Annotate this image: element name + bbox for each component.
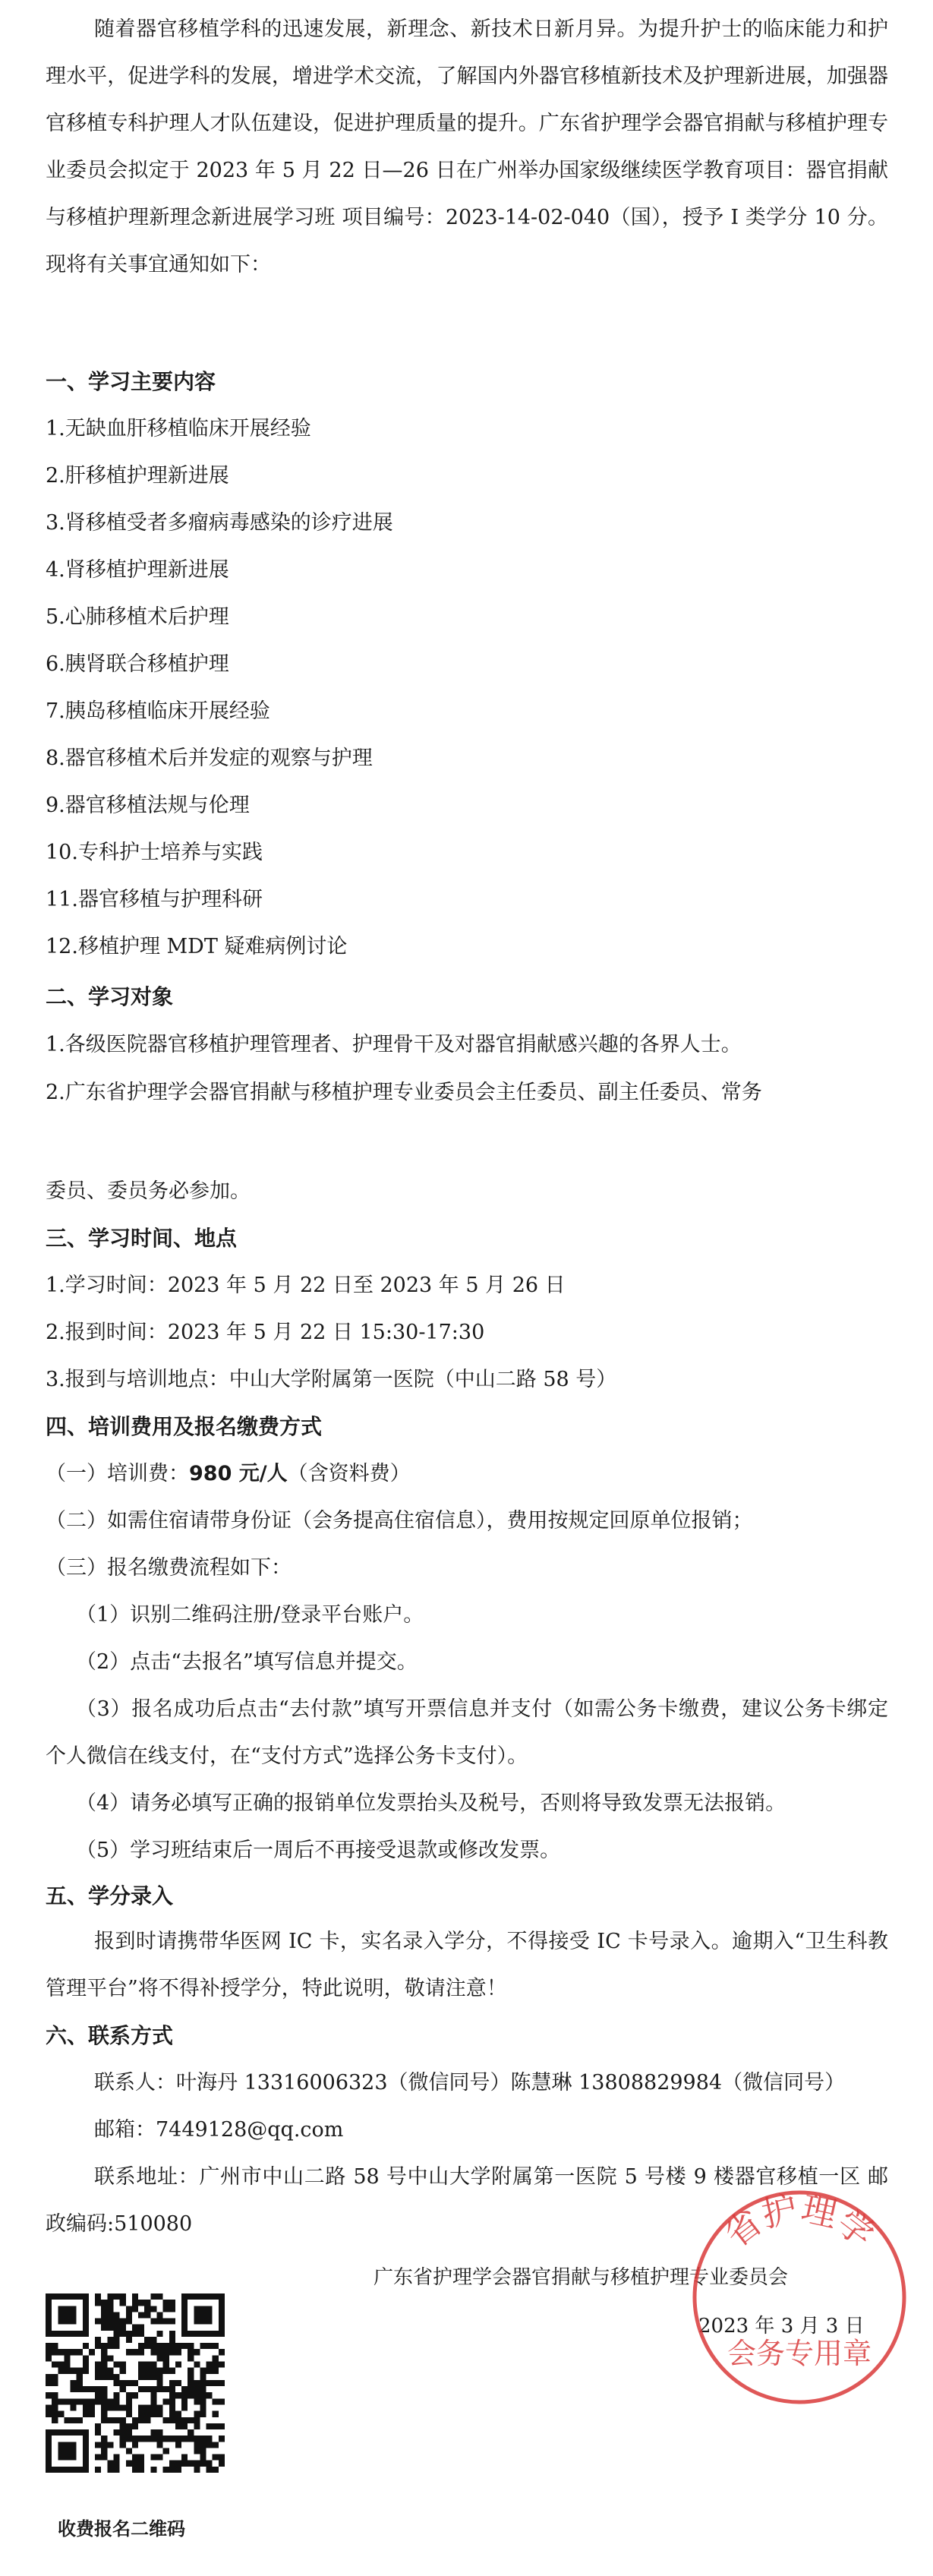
content-item: 7.胰岛移植临床开展经验 [46,699,270,723]
step-5: （5）学习班结束后一周后不再接受退款或修改发票。 [76,1839,561,1862]
content-item: 5.心肺移植术后护理 [46,605,229,629]
credits-text: 报到时请携带华医网 IC 卡，实名录入学分，不得接受 IC 卡号录入。逾期入“卫生科教管理平台”将不得补授学分，特此说明，敬请注意！ [46,1930,888,2000]
audience-item-2: 2.广东省护理学会器官捐献与移植护理专业委员会主任委员、副主任委员、常务 [46,1081,762,1104]
section-heading-contact: 六、联系方式 [46,2023,174,2048]
lodging-line: （二）如需住宿请带身份证（会务提高住宿信息），费用按规定回原单位报销； [46,1509,753,1533]
registration-qr-code[interactable] [46,2293,225,2473]
content-item: 4.肾移植护理新进展 [46,558,229,582]
qr-code-label: 收费报名二维码 [58,2518,185,2540]
audience-item-2-cont: 委员、委员务必参加。 [46,1179,251,1203]
fee-suffix: （含资料费） [287,1462,411,1485]
step-1: （1）识别二维码注册/登录平台账户。 [76,1603,424,1627]
section-heading-content: 一、学习主要内容 [46,369,216,394]
content-item: 12.移植护理 MDT 疑难病例讨论 [46,935,348,958]
time-item-2: 2.报到时间：2023 年 5 月 22 日 15:30-17:30 [46,1321,485,1344]
fee-line [46,1451,888,1498]
official-seal [689,2187,909,2407]
step-2: （2）点击“去报名”填写信息并提交。 [76,1650,418,1674]
content-item: 6.胰肾联合移植护理 [46,652,229,676]
section-heading-credits: 五、学分录入 [46,1883,174,1908]
seal-top-text: 省护理学 [717,2187,882,2256]
step-3: （3）报名成功后点击“去付款”填写开票信息并支付（如需公务卡缴费，建议公务卡绑定个人微信在线支付，在“支付方式”选择公务卡支付）。 [46,1697,888,1768]
section-heading-audience: 二、学习对象 [46,984,174,1009]
process-heading: （三）报名缴费流程如下： [46,1556,292,1580]
content-item: 1.无缺血肝移植临床开展经验 [46,417,311,440]
section-heading-fees: 四、培训费用及报名缴费方式 [46,1414,323,1439]
issue-date: 2023 年 3 月 3 日 [698,2315,865,2338]
time-item-1: 1.学习时间：2023 年 5 月 22 日至 2023 年 5 月 26 日 [46,1274,566,1297]
fee-amount: 980 元/人 [189,1462,288,1485]
content-item: 9.器官移植法规与伦理 [46,794,250,817]
content-item: 11.器官移植与护理科研 [46,888,263,911]
section-heading-time-place: 三、学习时间、地点 [46,1226,238,1251]
content-item: 3.肾移植受者多瘤病毒感染的诊疗进展 [46,511,393,535]
contact-persons: 联系人：叶海丹 13316006323（微信同号）陈慧琳 13808829984（微信同号） [94,2071,846,2095]
fee-prefix: （一）培训费： [46,1462,189,1485]
issuer-signature: 广东省护理学会器官捐献与移植护理专业委员会 [374,2266,789,2289]
seal-bottom-text: 会务专用章 [727,2337,872,2370]
intro-paragraph: 随着器官移植学科的迅速发展，新理念、新技术日新月异。为提升护士的临床能力和护理水平，促进学科的发展，增进学术交流，了解国内外器官移植新技术及护理新进展，加强器官移植专科护理人才队伍建设，促进护理质量的提升。广东省护理学会器官捐献与移植护理专业委员会拟定于 2023 年 5 月 22 日—26 日在广州举办国家级继续医学教育项目：器官捐献与移植护理新理念新进展学习班 项目编号：2023-14-02-040（国），授予 I 类学分 10 分。现将有关事宜通知如下： [46,17,888,276]
content-item: 8.器官移植术后并发症的观察与护理 [46,747,373,770]
step-4: （4）请务必填写正确的报销单位发票抬头及税号，否则将导致发票无法报销。 [76,1792,786,1815]
contact-address: 联系地址：广州市中山二路 58 号中山大学附属第一医院 5 号楼 9 楼器官移植一区 邮政编码:510080 [46,2165,888,2236]
content-item: 2.肝移植护理新进展 [46,464,229,488]
content-item: 10.专科护士培养与实践 [46,841,263,864]
contact-email: 邮箱：7449128@qq.com [94,2118,344,2142]
audience-item-1: 1.各级医院器官移植护理管理者、护理骨干及对器官捐献感兴趣的各界人士。 [46,1033,742,1056]
time-item-3: 3.报到与培训地点：中山大学附属第一医院（中山二路 58 号） [46,1368,617,1391]
